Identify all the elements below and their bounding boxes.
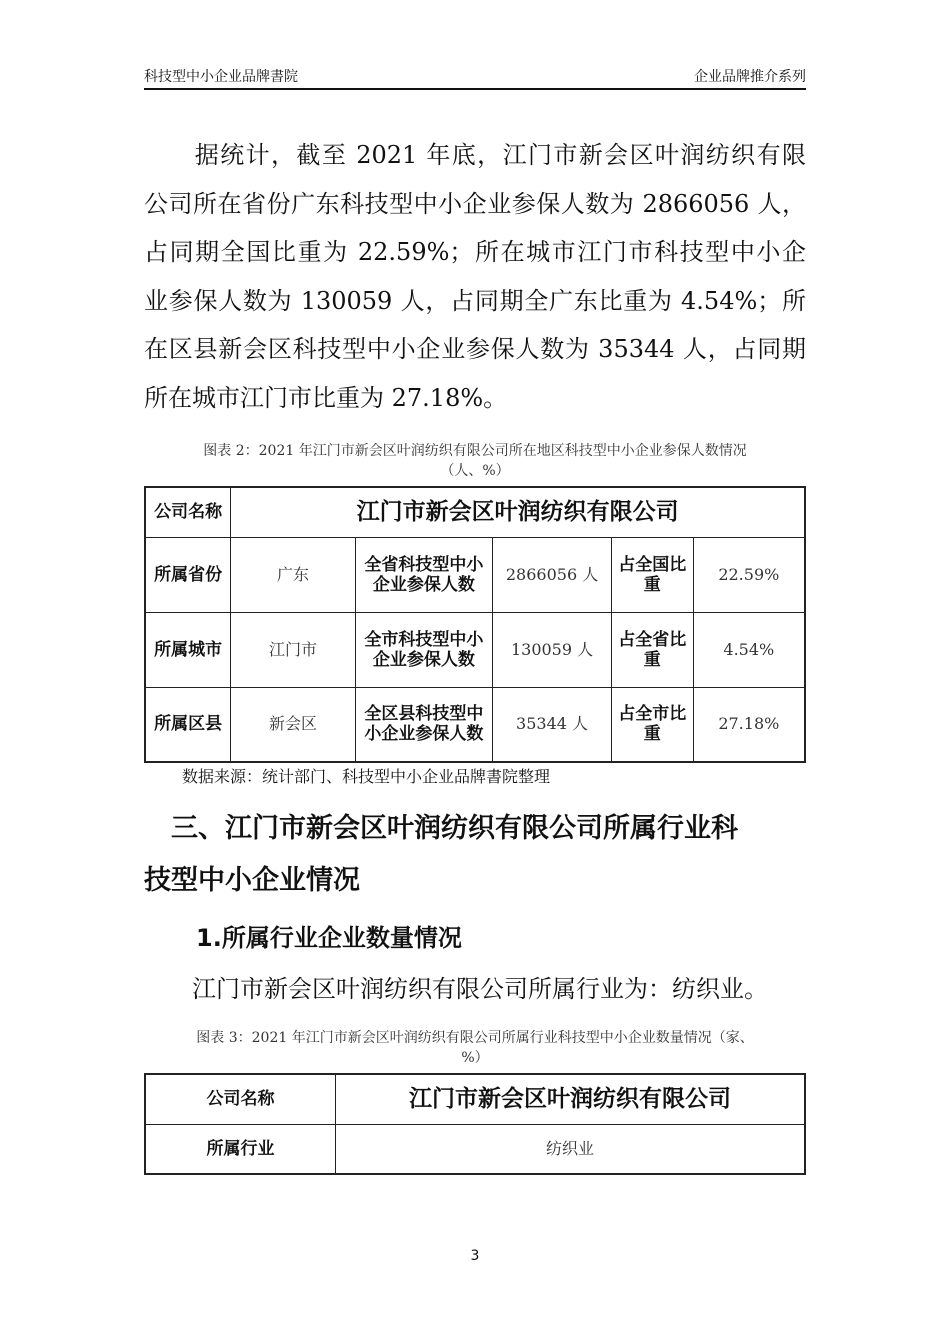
company-name: 江门市新会区叶润纺织有限公司 <box>231 487 805 537</box>
caption-line: （人、%） <box>440 463 510 479</box>
company-label: 公司名称 <box>145 1074 335 1124</box>
count: 130059 人 <box>493 612 612 687</box>
paragraph-statistics <box>144 131 806 423</box>
industry: 纺织业 <box>335 1124 805 1174</box>
page-number: 3 <box>470 1248 480 1264</box>
region: 江门市 <box>231 612 356 687</box>
table-row <box>145 487 805 537</box>
line: 占同期全国比重为 22.59%；所在城市江门市科技型中小企 <box>144 238 806 267</box>
metric: 全市科技型中小企业参保人数 <box>355 612 492 687</box>
table-row <box>145 1124 805 1174</box>
company-name: 江门市新会区叶润纺织有限公司 <box>335 1074 805 1124</box>
caption-table2 <box>144 441 806 481</box>
caption-line: 图表 3：2021 年江门市新会区叶润纺织有限公司所属行业科技型中小企业数量情况（家、 <box>196 1030 754 1046</box>
table-insured-persons <box>144 486 806 763</box>
table-industry <box>144 1073 806 1175</box>
share-label: 占全市比重 <box>611 687 693 762</box>
count: 2866056 人 <box>493 537 612 612</box>
region: 广东 <box>231 537 356 612</box>
heading-line: 技型中小企业情况 <box>144 865 360 896</box>
industry-label: 所属行业 <box>145 1124 335 1174</box>
metric: 全区县科技型中小企业参保人数 <box>355 687 492 762</box>
header-left: 科技型中小企业品牌書院 <box>144 69 298 85</box>
share-label: 占全省比重 <box>611 612 693 687</box>
row-label: 所属区县 <box>145 687 231 762</box>
share-label: 占全国比重 <box>611 537 693 612</box>
company-label: 公司名称 <box>145 487 231 537</box>
line: 据统计，截至 2021 年底，江门市新会区叶润纺织有限 <box>144 141 806 169</box>
subsection-heading: 1.所属行业企业数量情况 <box>196 924 462 952</box>
table-row <box>145 537 805 612</box>
section-heading <box>144 803 806 907</box>
line: 公司所在省份广东科技型中小企业参保人数为 2866056 人， <box>144 189 806 218</box>
share: 27.18% <box>693 687 805 762</box>
line: 江门市新会区叶润纺织有限公司所属行业为：纺织业。 <box>144 975 768 1003</box>
region: 新会区 <box>231 687 356 762</box>
caption-table3 <box>144 1028 806 1068</box>
table-row <box>145 612 805 687</box>
count: 35344 人 <box>493 687 612 762</box>
metric: 全省科技型中小企业参保人数 <box>355 537 492 612</box>
table-row <box>145 1074 805 1124</box>
table-row <box>145 687 805 762</box>
header-rule <box>144 88 806 90</box>
caption-line: 图表 2：2021 年江门市新会区叶润纺织有限公司所在地区科技型中小企业参保人数情况 <box>203 443 747 459</box>
row-label: 所属省份 <box>145 537 231 612</box>
line: 在区县新会区科技型中小企业参保人数为 35344 人，占同期 <box>144 335 806 364</box>
header-right: 企业品牌推介系列 <box>694 69 806 85</box>
caption-line: %） <box>461 1050 489 1066</box>
line: 业参保人数为 130059 人，占同期全广东比重为 4.54%；所 <box>144 286 806 315</box>
heading-line: 三、江门市新会区叶润纺织有限公司所属行业科 <box>144 813 738 844</box>
paragraph-industry <box>144 965 806 1014</box>
data-source: 数据来源：统计部门、科技型中小企业品牌書院整理 <box>182 767 551 786</box>
share: 22.59% <box>693 537 805 612</box>
share: 4.54% <box>693 612 805 687</box>
line: 所在城市江门市比重为 27.18%。 <box>144 383 508 412</box>
row-label: 所属城市 <box>145 612 231 687</box>
